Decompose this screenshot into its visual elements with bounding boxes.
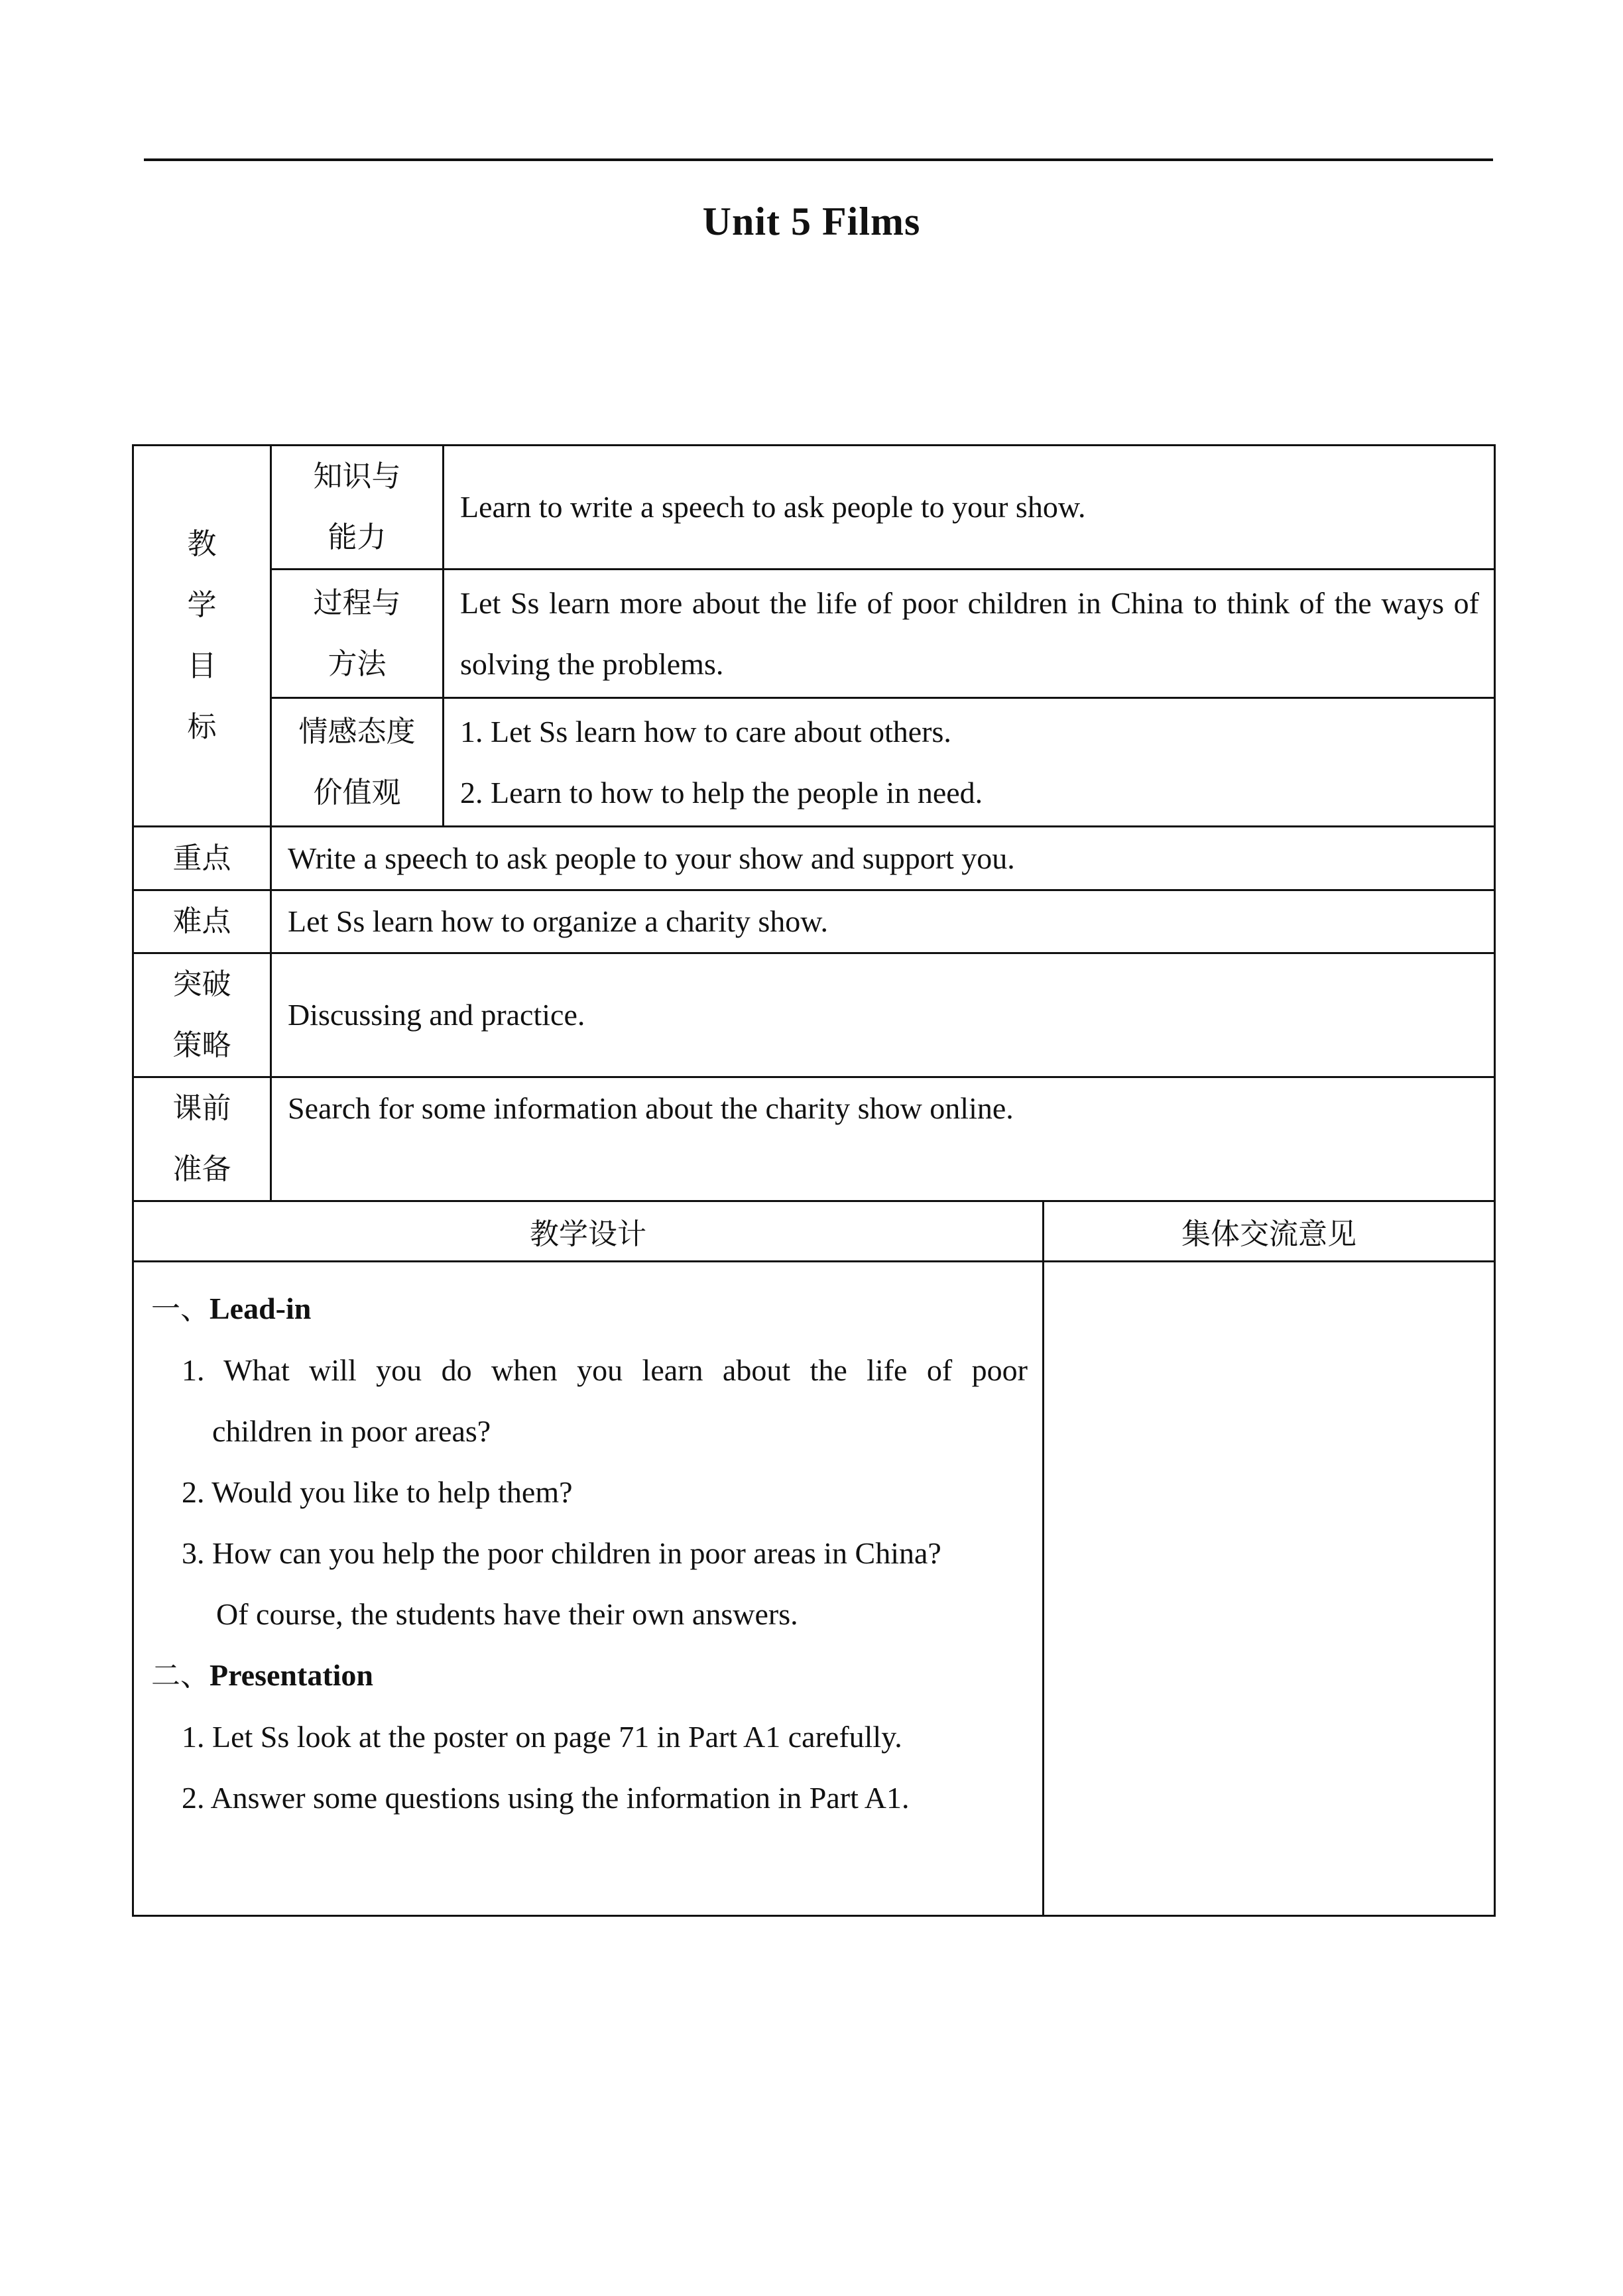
strategy-row (133, 953, 1495, 1077)
objective-row-process (133, 570, 1495, 698)
strategy-content: Discussing and practice. (271, 953, 1495, 1077)
section-title: Lead-in (210, 1292, 312, 1325)
label-line: 能力 (328, 520, 387, 554)
design-header-left: 教学设计 (133, 1201, 1044, 1262)
difficult-point-label: 难点 (133, 890, 271, 953)
objective-label-attitude (271, 698, 444, 827)
section-heading-lead-in (151, 1278, 1028, 1340)
content-line: 2. Learn to how to help the people in need. (460, 775, 983, 810)
comments-cell (1044, 1262, 1495, 1916)
design-content (133, 1262, 1044, 1916)
key-point-row (133, 827, 1495, 890)
label-line: 知识与 (313, 459, 401, 493)
label-line: 过程与 (313, 585, 401, 620)
preparation-row (133, 1077, 1495, 1201)
key-point-label: 重点 (133, 827, 271, 890)
key-point-content: Write a speech to ask people to your show and support you. (271, 827, 1495, 890)
objective-content-process: Let Ss learn more about the life of poor children in China to think of the ways of solving the problems. (444, 570, 1495, 698)
label-line: 价值观 (313, 775, 401, 810)
section-title: Presentation (210, 1658, 374, 1692)
objectives-label-char: 目 (187, 649, 217, 683)
objective-content-knowledge: Learn to write a speech to ask people to your show. (444, 446, 1495, 570)
preparation-content: Search for some information about the charity show online. (271, 1077, 1495, 1201)
list-item: 1. What will you do when you learn about the life of poor (182, 1353, 1028, 1387)
objective-label-knowledge (271, 446, 444, 570)
list-item: 2. Answer some questions using the information in Part A1. (182, 1781, 910, 1815)
label-line: 突破 (172, 967, 231, 1001)
label-line: 准备 (172, 1152, 231, 1186)
header-rule (144, 158, 1493, 161)
objective-row-attitude (133, 698, 1495, 827)
objectives-label-char: 教 (187, 527, 217, 561)
section-note: Of course, the students have their own answers. (216, 1597, 798, 1631)
objective-label-process (271, 570, 444, 698)
difficult-point-row (133, 890, 1495, 953)
label-line: 策略 (172, 1028, 231, 1062)
strategy-label (133, 953, 271, 1077)
content-line: 1. Let Ss learn how to care about others. (460, 714, 951, 749)
document-title: Unit 5 Films (702, 200, 921, 243)
objectives-group-label (133, 446, 271, 827)
design-header-right: 集体交流意见 (1044, 1201, 1495, 1262)
objectives-label-char: 标 (187, 710, 217, 744)
design-body-row (133, 1262, 1495, 1916)
list-item: 3. How can you help the poor children in poor areas in China? (182, 1536, 941, 1570)
section-number: 一、 (151, 1292, 210, 1326)
section-heading-presentation (151, 1645, 1028, 1707)
objective-content-attitude (444, 698, 1495, 827)
design-header-row (133, 1201, 1495, 1262)
lesson-plan-table (132, 444, 1496, 1917)
section-number: 二、 (151, 1659, 210, 1693)
list-item: 2. Would you like to help them? (182, 1475, 573, 1509)
preparation-label (133, 1077, 271, 1201)
objectives-label-char: 学 (187, 588, 217, 622)
label-line: 情感态度 (298, 714, 416, 749)
label-line: 方法 (328, 646, 387, 681)
objective-row-knowledge (133, 446, 1495, 570)
list-item-continuation: children in poor areas? (212, 1414, 491, 1448)
list-item: 1. Let Ss look at the poster on page 71 in Part A1 carefully. (182, 1720, 902, 1754)
label-line: 课前 (172, 1091, 231, 1125)
difficult-point-content: Let Ss learn how to organize a charity show. (271, 890, 1495, 953)
